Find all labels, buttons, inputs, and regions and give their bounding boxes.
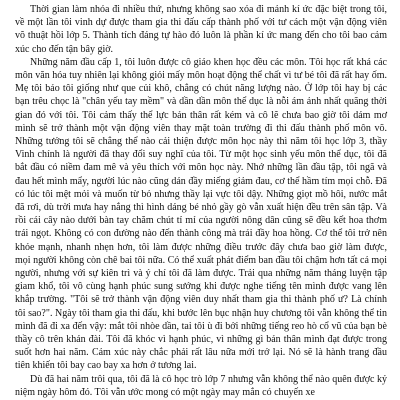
paragraph-story: Những năm đầu cấp 1, tôi luôn được cô giáo khen học đều các môn. Tôi học rất khá các môn văn hóa tuy nhiên lại không giỏi mấy môn hoạt động thể chất vì tư bé tôi đã rất hay ốm. Mẹ tôi bảo tôi giống như que củi khô, chẳng có chút năng lượng nào. Ở lớp tôi hay bị các bạn trêu chọc là "chân yếu tay mềm" và dần dần môn thể dục là nỗi ám ảnh nhất quãng thời gian đó với tôi. Tôi cảm thấy thể lực bản thân rất kém và cô lẽ chưa bao giờ tôi dám mơ mình sẽ trở thành một vận động viên thay mặt toàn trường đi thi đấu thành phố môn võ. Những tưởng tôi sẽ chẳng thể nào cải thiện được môn học này thì năm tôi học lớp 3, thầy Vinh chính là người đã thay đổi suy nghĩ của tôi. Từ một học sinh yếu môn thể dục, tôi đã bắt đầu có niềm đam mê và yêu thích với môn học này. Nhớ những lần đầu tập, tôi ngã và đau hết mình mẩy, người lúc nào cũng dán đầy miếng giảm đau, cơ thể hầm tím mọi chỗ. Đã có lúc tôi mệt mỏi và muốn từ bỏ nhưng thầy lại vực tôi dậy. Những giọt mồ hôi, nước mắt đã rơi, dù trời mưa hay nắng thì hình dáng bé nhỏ gầy gò vẫn xuất hiện đều trên sân tập. Và rồi cái cây nào dưới bàn tay chăm chút tỉ mỉ của người nông dân cũng sẽ đều kết hoa thơm trái ngọt. Không có con đường nào đến thành công mà trải đầy hoa hồng. Cơ thể tôi trở nên khỏe mạnh, nhanh nhẹn hơn, tôi làm được những điều trước đây chưa bao giờ làm được, mọi người không còn chê bai tôi nữa. Có thể xuất phát điểm ban đầu tôi chậm hơn tất cả mọi người, nhưng với sự kiên trì và ý chí tôi đã làm được. Trải qua những năm tháng luyện tập giam khổ, tôi vô cùng hạnh phúc sung sướng khi được nghe tiếng tên mình được vang lên khắp trường. "Tôi sẽ trở thành vận động viên duy nhất tham gia thi thành phố ư? Là chính tôi sao?". Ngày tôi tham gia thi đấu, khi bước lên bục nhận huy chương tôi vẫn không thể tin mình đã đi xa đến vậy: mắt tôi nhòe dần, tai tôi ù đi bởi những tiếng reo hò cổ vũ của bạn bè thầy cô trên khán đài. Tôi đã khóc vì hạnh phúc, vì những gì bản thân mình đạt được trong suốt hơn hai năm. Cảm xúc này chắc phải rất lâu nữa mới trở lại. Nó sẽ là hành trang đầu tiên khiến tôi bay cao bay xa hơn ở tương lai.	[15, 56, 387, 372]
paragraph-intro: Thời gian làm nhóa đi nhiều thứ, nhưng không sao xóa đi mảnh kí ức đặc biệt trong tôi, về một lần tôi vinh dự được tham gia thi đấu cấp thành phố với tư cách một vận động viên võ thuật hồi lớp 5. Thành tích đáng tự hào đó luôn là phần kí ức mang đến cho tôi bao cảm xúc cho đến tận bây giờ.	[15, 4, 387, 55]
paragraph-closing: Dù đã hai năm trôi qua, tôi đã là cô học trò lớp 7 nhưng vẫn không thể nào quên được kỷ niệm ngày hôm đó. Tôi vẫn ước mong có một ngày may mắn có chuyến xe	[15, 373, 387, 398]
